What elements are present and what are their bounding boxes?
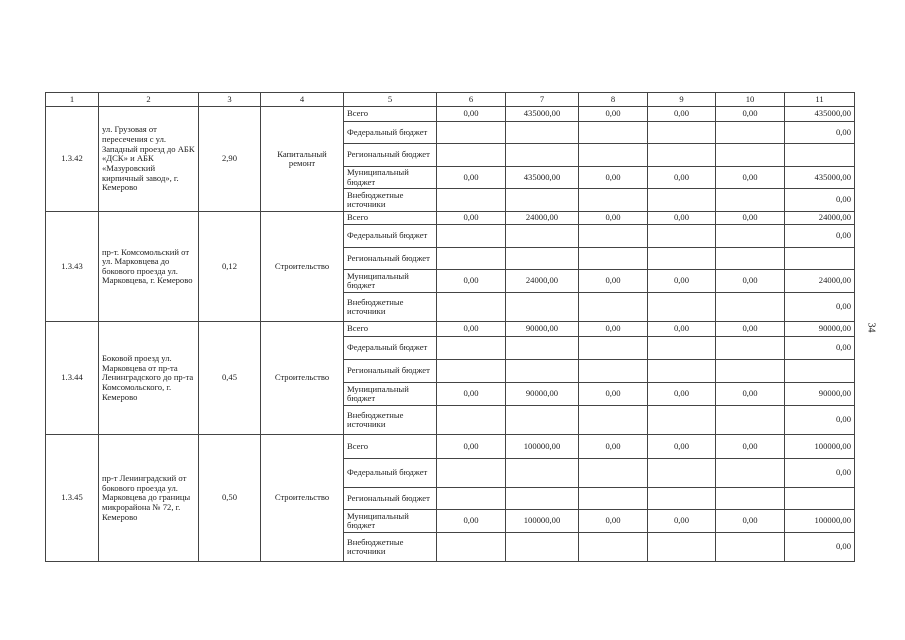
length-km: 0,45 xyxy=(199,322,261,435)
value-cell: 0,00 xyxy=(716,510,785,533)
value-cell: 0,00 xyxy=(437,107,506,122)
work-type: Строительство xyxy=(261,212,344,322)
funding-source: Внебюджетные источники xyxy=(344,189,437,212)
object-description: ул. Грузовая от пересечения с ул. Западный проезд до АБК «ДСК» и АБК «Мазуровский кирпичный завод», г. Кемерово xyxy=(99,107,199,212)
value-cell: 0,00 xyxy=(579,107,648,122)
value-cell: 0,00 xyxy=(785,459,855,488)
value-cell xyxy=(785,488,855,510)
value-cell xyxy=(716,533,785,562)
header-cell: 1 xyxy=(46,93,99,107)
value-cell xyxy=(716,406,785,435)
funding-source: Муниципальный бюджет xyxy=(344,167,437,189)
header-cell: 11 xyxy=(785,93,855,107)
funding-source: Всего xyxy=(344,435,437,459)
value-cell xyxy=(506,248,579,270)
value-cell xyxy=(579,293,648,322)
value-cell: 0,00 xyxy=(785,122,855,144)
header-cell: 8 xyxy=(579,93,648,107)
value-cell: 0,00 xyxy=(579,212,648,225)
header-cell: 3 xyxy=(199,93,261,107)
funding-source: Внебюджетные источники xyxy=(344,533,437,562)
value-cell xyxy=(506,189,579,212)
funding-source: Федеральный бюджет xyxy=(344,459,437,488)
value-cell: 24000,00 xyxy=(785,270,855,293)
value-cell xyxy=(437,337,506,360)
value-cell xyxy=(648,122,716,144)
value-cell: 90000,00 xyxy=(506,383,579,406)
value-cell xyxy=(437,189,506,212)
value-cell: 0,00 xyxy=(437,435,506,459)
value-cell xyxy=(579,248,648,270)
header-cell: 4 xyxy=(261,93,344,107)
value-cell xyxy=(437,144,506,167)
value-cell: 0,00 xyxy=(648,435,716,459)
item-code: 1.3.44 xyxy=(46,322,99,435)
value-cell xyxy=(506,360,579,383)
value-cell xyxy=(579,337,648,360)
value-cell xyxy=(716,189,785,212)
value-cell: 0,00 xyxy=(437,212,506,225)
value-cell: 0,00 xyxy=(579,510,648,533)
work-type: Строительство xyxy=(261,322,344,435)
value-cell xyxy=(648,533,716,562)
value-cell: 0,00 xyxy=(716,167,785,189)
value-cell: 0,00 xyxy=(785,337,855,360)
value-cell xyxy=(716,144,785,167)
funding-source: Федеральный бюджет xyxy=(344,225,437,248)
value-cell xyxy=(437,248,506,270)
value-cell xyxy=(437,293,506,322)
value-cell: 0,00 xyxy=(716,107,785,122)
value-cell: 0,00 xyxy=(648,167,716,189)
value-cell: 0,00 xyxy=(716,383,785,406)
value-cell: 0,00 xyxy=(648,322,716,337)
table-row xyxy=(46,435,855,459)
value-cell xyxy=(716,459,785,488)
value-cell xyxy=(648,225,716,248)
value-cell: 435000,00 xyxy=(506,107,579,122)
object-description: пр-т Ленинградский от бокового проезда ул. Марковцева до границы микрорайона № 72, г. Кемерово xyxy=(99,435,199,562)
object-description: пр-т. Комсомольский от ул. Марковцева до бокового проезда ул. Марковцева, г. Кемерово xyxy=(99,212,199,322)
header-cell: 5 xyxy=(344,93,437,107)
value-cell: 0,00 xyxy=(648,270,716,293)
length-km: 0,50 xyxy=(199,435,261,562)
value-cell xyxy=(579,225,648,248)
value-cell xyxy=(648,248,716,270)
value-cell xyxy=(579,459,648,488)
length-km: 0,12 xyxy=(199,212,261,322)
value-cell xyxy=(716,293,785,322)
value-cell xyxy=(506,533,579,562)
value-cell xyxy=(648,144,716,167)
value-cell xyxy=(716,122,785,144)
value-cell: 0,00 xyxy=(785,189,855,212)
value-cell xyxy=(437,122,506,144)
value-cell xyxy=(579,406,648,435)
header-cell: 10 xyxy=(716,93,785,107)
table-row xyxy=(46,107,855,122)
funding-source: Региональный бюджет xyxy=(344,248,437,270)
value-cell xyxy=(506,459,579,488)
value-cell: 435000,00 xyxy=(785,107,855,122)
value-cell: 0,00 xyxy=(648,107,716,122)
value-cell xyxy=(437,533,506,562)
value-cell: 0,00 xyxy=(579,383,648,406)
value-cell xyxy=(716,337,785,360)
value-cell: 24000,00 xyxy=(506,212,579,225)
value-cell xyxy=(716,248,785,270)
value-cell: 435000,00 xyxy=(785,167,855,189)
header-cell: 2 xyxy=(99,93,199,107)
table-row xyxy=(46,322,855,337)
value-cell: 0,00 xyxy=(785,225,855,248)
value-cell: 0,00 xyxy=(716,212,785,225)
value-cell: 0,00 xyxy=(437,383,506,406)
value-cell: 24000,00 xyxy=(785,212,855,225)
value-cell xyxy=(579,122,648,144)
value-cell: 90000,00 xyxy=(785,383,855,406)
funding-source: Всего xyxy=(344,107,437,122)
value-cell: 0,00 xyxy=(648,510,716,533)
value-cell xyxy=(506,293,579,322)
item-code: 1.3.45 xyxy=(46,435,99,562)
value-cell xyxy=(437,406,506,435)
header-row xyxy=(46,93,855,107)
value-cell xyxy=(506,225,579,248)
value-cell: 90000,00 xyxy=(506,322,579,337)
value-cell xyxy=(579,189,648,212)
value-cell xyxy=(506,122,579,144)
funding-source: Муниципальный бюджет xyxy=(344,383,437,406)
funding-source: Внебюджетные источники xyxy=(344,406,437,435)
value-cell xyxy=(506,488,579,510)
value-cell xyxy=(579,488,648,510)
item-code: 1.3.43 xyxy=(46,212,99,322)
value-cell xyxy=(437,225,506,248)
value-cell xyxy=(506,406,579,435)
funding-source: Федеральный бюджет xyxy=(344,337,437,360)
value-cell: 0,00 xyxy=(716,270,785,293)
value-cell: 0,00 xyxy=(437,322,506,337)
value-cell xyxy=(437,488,506,510)
value-cell xyxy=(648,189,716,212)
value-cell: 0,00 xyxy=(648,383,716,406)
value-cell xyxy=(579,144,648,167)
value-cell: 90000,00 xyxy=(785,322,855,337)
item-code: 1.3.42 xyxy=(46,107,99,212)
value-cell: 0,00 xyxy=(716,435,785,459)
table-row xyxy=(46,212,855,225)
funding-source: Всего xyxy=(344,212,437,225)
value-cell: 0,00 xyxy=(437,510,506,533)
funding-source: Муниципальный бюджет xyxy=(344,270,437,293)
value-cell: 100000,00 xyxy=(785,510,855,533)
length-km: 2,90 xyxy=(199,107,261,212)
value-cell xyxy=(716,225,785,248)
value-cell xyxy=(785,248,855,270)
value-cell xyxy=(648,488,716,510)
value-cell xyxy=(506,337,579,360)
object-description: Боковой проезд ул. Марковцева от пр-та Ленинградского до пр-та Комсомольского, г. Кемерово xyxy=(99,322,199,435)
value-cell xyxy=(648,337,716,360)
value-cell: 0,00 xyxy=(579,167,648,189)
value-cell: 0,00 xyxy=(785,293,855,322)
funding-source: Всего xyxy=(344,322,437,337)
work-type: Капитальный ремонт xyxy=(261,107,344,212)
funding-source: Муниципальный бюджет xyxy=(344,510,437,533)
value-cell: 0,00 xyxy=(437,167,506,189)
header-cell: 7 xyxy=(506,93,579,107)
funding-source: Региональный бюджет xyxy=(344,488,437,510)
value-cell xyxy=(785,360,855,383)
funding-source: Региональный бюджет xyxy=(344,144,437,167)
value-cell: 0,00 xyxy=(579,270,648,293)
value-cell: 0,00 xyxy=(579,322,648,337)
budget-table xyxy=(45,92,855,562)
value-cell xyxy=(716,360,785,383)
page-number: 34 xyxy=(865,322,877,333)
value-cell xyxy=(648,360,716,383)
value-cell: 0,00 xyxy=(716,322,785,337)
value-cell: 100000,00 xyxy=(506,510,579,533)
value-cell xyxy=(648,293,716,322)
funding-source: Федеральный бюджет xyxy=(344,122,437,144)
value-cell: 0,00 xyxy=(579,435,648,459)
table-body xyxy=(46,93,855,562)
value-cell: 0,00 xyxy=(785,533,855,562)
value-cell: 0,00 xyxy=(648,212,716,225)
funding-source: Внебюджетные источники xyxy=(344,293,437,322)
value-cell: 100000,00 xyxy=(506,435,579,459)
value-cell xyxy=(648,459,716,488)
value-cell: 100000,00 xyxy=(785,435,855,459)
value-cell xyxy=(437,360,506,383)
value-cell: 0,00 xyxy=(785,406,855,435)
value-cell xyxy=(716,488,785,510)
value-cell: 0,00 xyxy=(437,270,506,293)
work-type: Строительство xyxy=(261,435,344,562)
value-cell xyxy=(506,144,579,167)
value-cell xyxy=(579,533,648,562)
value-cell xyxy=(579,360,648,383)
value-cell xyxy=(437,459,506,488)
value-cell xyxy=(785,144,855,167)
header-cell: 6 xyxy=(437,93,506,107)
funding-source: Региональный бюджет xyxy=(344,360,437,383)
value-cell: 435000,00 xyxy=(506,167,579,189)
value-cell: 24000,00 xyxy=(506,270,579,293)
value-cell xyxy=(648,406,716,435)
header-cell: 9 xyxy=(648,93,716,107)
